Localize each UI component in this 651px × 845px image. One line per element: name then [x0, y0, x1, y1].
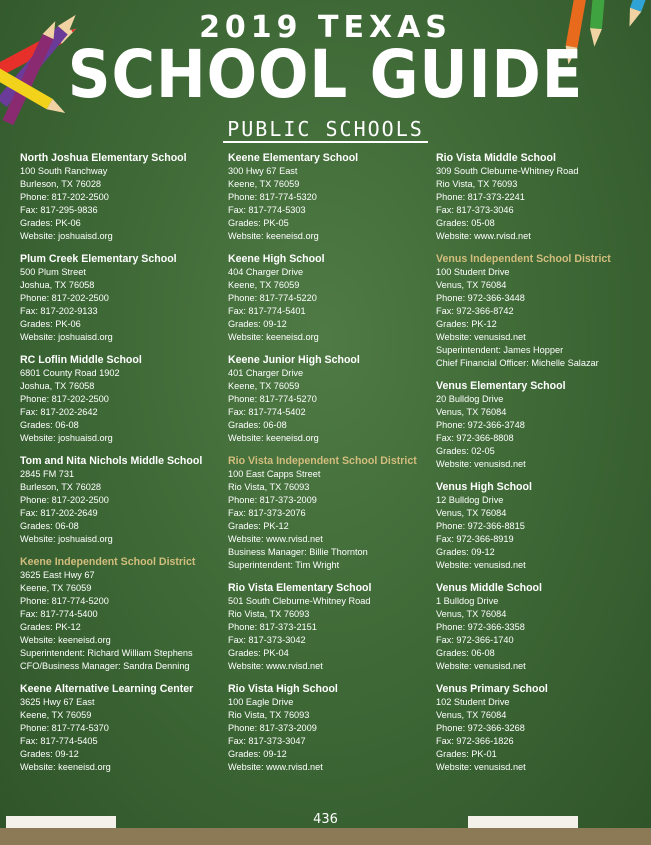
entry-detail-line: Website: www.rvisd.net	[228, 661, 323, 671]
school-entry	[436, 380, 642, 471]
entry-detail-line: Fax: 817-202-9133	[20, 306, 98, 316]
entry-detail-line: Website: venusisd.net	[436, 762, 526, 772]
entry-detail-line: Phone: 817-202-2500	[20, 495, 109, 505]
entry-detail-line: Chief Financial Officer: Michelle Salazar	[436, 358, 599, 368]
entry-detail-line: Grades: 09-12	[228, 749, 287, 759]
entry-detail-line: Website: www.rvisd.net	[228, 762, 323, 772]
entry-detail-line: Phone: 972-366-8815	[436, 521, 525, 531]
entry-detail-line: Grades: 09-12	[20, 749, 79, 759]
school-name: Venus High School	[436, 481, 532, 493]
school-name: Rio Vista Middle School	[436, 152, 556, 164]
school-entry	[20, 683, 226, 774]
entry-detail-line: Keene, TX 76059	[228, 381, 300, 391]
entry-detail-line: Grades: 09-12	[228, 319, 287, 329]
entry-detail-line: 100 East Capps Street	[228, 469, 321, 479]
entry-detail-line: Grades: 06-08	[436, 648, 495, 658]
entry-detail-line: Phone: 817-774-5200	[20, 596, 109, 606]
school-entry	[20, 354, 226, 445]
entry-detail-line: Keene, TX 76059	[228, 179, 300, 189]
page-title: SCHOOL GUIDE	[67, 36, 584, 113]
school-entry	[228, 354, 434, 445]
entry-detail-line: Phone: 972-366-3748	[436, 420, 525, 430]
entry-detail-line: Fax: 817-373-3047	[228, 736, 306, 746]
school-name: Venus Primary School	[436, 683, 548, 695]
entry-detail-line: Grades: 09-12	[436, 547, 495, 557]
title-year: 2019 TEXAS	[199, 10, 452, 45]
school-name: North Joshua Elementary School	[20, 152, 187, 164]
school-name: Plum Creek Elementary School	[20, 253, 177, 265]
entry-detail-line: Joshua, TX 76058	[20, 280, 95, 290]
school-name: Rio Vista High School	[228, 683, 338, 695]
entry-detail-line: Website: keeneisd.org	[20, 635, 111, 645]
school-name: Rio Vista Elementary School	[228, 582, 372, 594]
entry-detail-line: 2845 FM 731	[20, 469, 75, 479]
entry-detail-line: Fax: 972-366-8919	[436, 534, 514, 544]
entry-detail-line: 12 Bulldog Drive	[436, 495, 504, 505]
district-name: Rio Vista Independent School District	[228, 455, 417, 467]
entry-detail-line: Website: joshuaisd.org	[20, 534, 113, 544]
school-entry	[228, 582, 434, 673]
entry-detail-line: Grades: PK-06	[20, 218, 81, 228]
chalkboard-ledge	[0, 828, 651, 845]
entry-detail-line: Website: keeneisd.org	[228, 332, 319, 342]
entry-detail-line: Rio Vista, TX 76093	[436, 179, 518, 189]
entry-detail-line: Phone: 972-366-3448	[436, 293, 525, 303]
school-entry	[228, 152, 434, 243]
school-entry	[436, 152, 642, 243]
entry-detail-line: Website: keeneisd.org	[20, 762, 111, 772]
directory-column-1	[20, 152, 226, 784]
entry-detail-line: Fax: 817-774-5402	[228, 407, 306, 417]
entry-detail-line: Phone: 817-774-5270	[228, 394, 317, 404]
directory-column-2	[228, 152, 434, 784]
entry-detail-line: Fax: 817-373-2076	[228, 508, 306, 518]
entry-detail-line: Fax: 972-366-1826	[436, 736, 514, 746]
entry-detail-line: Grades: 06-08	[20, 521, 79, 531]
entry-detail-line: Website: venusisd.net	[436, 332, 526, 342]
school-name: Keene Elementary School	[228, 152, 359, 164]
entry-detail-line: Venus, TX 76084	[436, 407, 507, 417]
entry-detail-line: Website: venusisd.net	[436, 661, 526, 671]
school-name: Keene High School	[228, 253, 325, 265]
school-entry	[436, 481, 642, 572]
entry-detail-line: Website: venusisd.net	[436, 560, 526, 570]
entry-detail-line: Fax: 817-774-5400	[20, 609, 98, 619]
entry-detail-line: Phone: 817-774-5370	[20, 723, 109, 733]
entry-detail-line: Grades: PK-01	[436, 749, 497, 759]
school-name: Venus Middle School	[436, 582, 542, 594]
entry-detail-line: 309 South Cleburne-Whitney Road	[436, 166, 579, 176]
entry-detail-line: CFO/Business Manager: Sandra Denning	[20, 661, 190, 671]
entry-detail-line: 102 Student Drive	[436, 697, 510, 707]
directory-column-3	[436, 152, 642, 784]
entry-detail-line: Fax: 817-373-3046	[436, 205, 514, 215]
entry-detail-line: Superintendent: Richard William Stephens	[20, 648, 193, 658]
school-name: Keene Alternative Learning Center	[20, 683, 194, 695]
section-subtitle: PUBLIC SCHOOLS	[0, 117, 651, 141]
entry-detail-line: Grades: PK-06	[20, 319, 81, 329]
entry-detail-line: Website: keeneisd.org	[228, 231, 319, 241]
school-entry	[20, 455, 226, 546]
entry-detail-line: Grades: PK-04	[228, 648, 289, 658]
entry-detail-line: 100 South Ranchway	[20, 166, 108, 176]
entry-detail-line: Burleson, TX 76028	[20, 482, 102, 492]
entry-detail-line: Phone: 817-373-2241	[436, 192, 525, 202]
entry-detail-line: 3625 Hwy 67 East	[20, 697, 95, 707]
entry-detail-line: Fax: 817-373-3042	[228, 635, 306, 645]
entry-detail-line: Grades: PK-05	[228, 218, 289, 228]
entry-detail-line: Website: venusisd.net	[436, 459, 526, 469]
entry-detail-line: Venus, TX 76084	[436, 609, 507, 619]
entry-detail-line: Business Manager: Billie Thornton	[228, 547, 368, 557]
entry-detail-line: Fax: 817-774-5401	[228, 306, 306, 316]
entry-detail-line: Grades: 05-08	[436, 218, 495, 228]
entry-detail-line: Grades: PK-12	[228, 521, 289, 531]
entry-detail-line: 20 Bulldog Drive	[436, 394, 504, 404]
entry-detail-line: Website: keeneisd.org	[228, 433, 319, 443]
school-entry	[228, 253, 434, 344]
entry-detail-line: Fax: 817-295-9836	[20, 205, 98, 215]
school-name: RC Loflin Middle School	[20, 354, 142, 366]
district-name: Keene Independent School District	[20, 556, 196, 568]
entry-detail-line: Superintendent: James Hopper	[436, 345, 564, 355]
school-name: Keene Junior High School	[228, 354, 360, 366]
district-entry	[436, 253, 642, 370]
entry-detail-line: Venus, TX 76084	[436, 710, 507, 720]
entry-detail-line: Grades: 06-08	[228, 420, 287, 430]
entry-detail-line: Keene, TX 76059	[228, 280, 300, 290]
entry-detail-line: 1 Bulldog Drive	[436, 596, 499, 606]
entry-detail-line: 300 Hwy 67 East	[228, 166, 298, 176]
entry-detail-line: Website: joshuaisd.org	[20, 332, 113, 342]
page-number: 436	[313, 812, 338, 827]
entry-detail-line: 401 Charger Drive	[228, 368, 304, 378]
entry-detail-line: 500 Plum Street	[20, 267, 86, 277]
entry-detail-line: Rio Vista, TX 76093	[228, 710, 310, 720]
entry-detail-line: Website: joshuaisd.org	[20, 231, 113, 241]
entry-detail-line: 404 Charger Drive	[228, 267, 304, 277]
entry-detail-line: Rio Vista, TX 76093	[228, 609, 310, 619]
entry-detail-line: Phone: 817-373-2009	[228, 495, 317, 505]
school-entry	[20, 253, 226, 344]
entry-detail-line: 6801 County Road 1902	[20, 368, 120, 378]
entry-detail-line: Fax: 972-366-1740	[436, 635, 514, 645]
entry-detail-line: Phone: 817-202-2500	[20, 192, 109, 202]
entry-detail-line: Keene, TX 76059	[20, 710, 92, 720]
district-name: Venus Independent School District	[436, 253, 611, 265]
school-entry	[228, 683, 434, 774]
school-name: Venus Elementary School	[436, 380, 566, 392]
school-entry	[436, 582, 642, 673]
entry-detail-line: Grades: PK-12	[20, 622, 81, 632]
district-entry	[20, 556, 226, 673]
entry-detail-line: Phone: 972-366-3268	[436, 723, 525, 733]
entry-detail-line: Fax: 972-366-8808	[436, 433, 514, 443]
entry-detail-line: 3625 East Hwy 67	[20, 570, 95, 580]
entry-detail-line: Website: joshuaisd.org	[20, 433, 113, 443]
entry-detail-line: Fax: 817-202-2649	[20, 508, 98, 518]
district-entry	[228, 455, 434, 572]
school-entry	[436, 683, 642, 774]
entry-detail-line: Phone: 817-373-2009	[228, 723, 317, 733]
entry-detail-line: Fax: 817-774-5303	[228, 205, 306, 215]
entry-detail-line: Phone: 817-774-5220	[228, 293, 317, 303]
entry-detail-line: Joshua, TX 76058	[20, 381, 95, 391]
entry-detail-line: 501 South Cleburne-Whitney Road	[228, 596, 371, 606]
entry-detail-line: Phone: 972-366-3358	[436, 622, 525, 632]
entry-detail-line: Fax: 817-202-2642	[20, 407, 98, 417]
entry-detail-line: 100 Eagle Drive	[228, 697, 294, 707]
entry-detail-line: Phone: 817-774-5320	[228, 192, 317, 202]
entry-detail-line: Grades: PK-12	[436, 319, 497, 329]
entry-detail-line: Venus, TX 76084	[436, 280, 507, 290]
entry-detail-line: Website: www.rvisd.net	[228, 534, 323, 544]
entry-detail-line: Keene, TX 76059	[20, 583, 92, 593]
entry-detail-line: Website: www.rvisd.net	[436, 231, 531, 241]
entry-detail-line: Fax: 817-774-5405	[20, 736, 98, 746]
entry-detail-line: Fax: 972-366-8742	[436, 306, 514, 316]
entry-detail-line: Phone: 817-373-2151	[228, 622, 317, 632]
school-name: Tom and Nita Nichols Middle School	[20, 455, 203, 467]
entry-detail-line: Phone: 817-202-2500	[20, 394, 109, 404]
entry-detail-line: Phone: 817-202-2500	[20, 293, 109, 303]
entry-detail-line: Grades: 06-08	[20, 420, 79, 430]
entry-detail-line: Grades: 02-05	[436, 446, 495, 456]
school-entry	[20, 152, 226, 243]
entry-detail-line: Rio Vista, TX 76093	[228, 482, 310, 492]
entry-detail-line: 100 Student Drive	[436, 267, 510, 277]
entry-detail-line: Venus, TX 76084	[436, 508, 507, 518]
entry-detail-line: Burleson, TX 76028	[20, 179, 102, 189]
entry-detail-line: Superintendent: Tim Wright	[228, 560, 340, 570]
